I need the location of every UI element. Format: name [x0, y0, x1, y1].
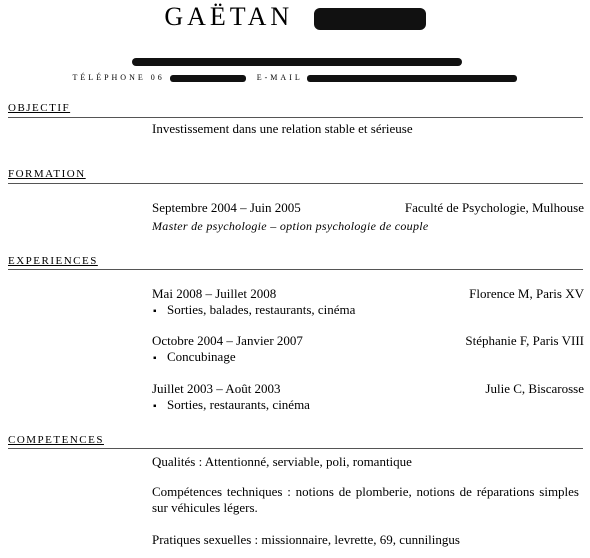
section-rule [8, 269, 583, 270]
section-title-experiences: EXPERIENCES [8, 255, 98, 267]
redacted-address [132, 58, 462, 66]
phone-label: TÉLÉPHONE 06 [72, 73, 165, 82]
redacted-phone [170, 75, 246, 82]
candidate-name [0, 2, 590, 32]
experience-detail: ▪ Concubinage [153, 349, 236, 365]
section-title-competences: COMPETENCES [8, 434, 104, 446]
email-label: E-MAIL [256, 73, 303, 82]
experience-place: Stéphanie F, Paris VIII [465, 333, 584, 348]
redacted-last-name [314, 8, 426, 30]
section-title-formation: FORMATION [8, 168, 86, 180]
experience-place: Florence M, Paris XV [469, 286, 584, 301]
formation-dates: Septembre 2004 – Juin 2005 [152, 200, 301, 215]
objectif-text: Investissement dans une relation stable et sérieuse [152, 121, 413, 136]
competences-qualities: Qualités : Attentionné, serviable, poli, romantique [152, 454, 412, 469]
section-rule [8, 448, 583, 449]
first-name: GAËTAN [164, 2, 294, 31]
experience-detail: ▪ Sorties, restaurants, cinéma [153, 397, 310, 413]
experience-dates: Octobre 2004 – Janvier 2007 [152, 333, 303, 348]
experience-detail: ▪ Sorties, balades, restaurants, cinéma [153, 302, 355, 318]
contact-line [0, 73, 590, 82]
competences-practices: Pratiques sexuelles : missionnaire, levrette, 69, cunnilingus [152, 532, 460, 547]
experience-dates: Mai 2008 – Juillet 2008 [152, 286, 277, 301]
experience-place: Julie C, Biscarosse [485, 381, 584, 396]
experience-dates: Juillet 2003 – Août 2003 [152, 381, 281, 396]
section-rule [8, 183, 583, 184]
redacted-email [307, 75, 517, 82]
competences-technical: Compétences techniques : notions de plomberie, notions de réparations simples sur véhicules légers. [152, 484, 579, 515]
formation-place: Faculté de Psychologie, Mulhouse [404, 200, 584, 215]
section-rule [8, 117, 583, 118]
section-title-objectif: OBJECTIF [8, 102, 71, 114]
formation-degree: Master de psychologie – option psychologie de couple [152, 219, 429, 233]
